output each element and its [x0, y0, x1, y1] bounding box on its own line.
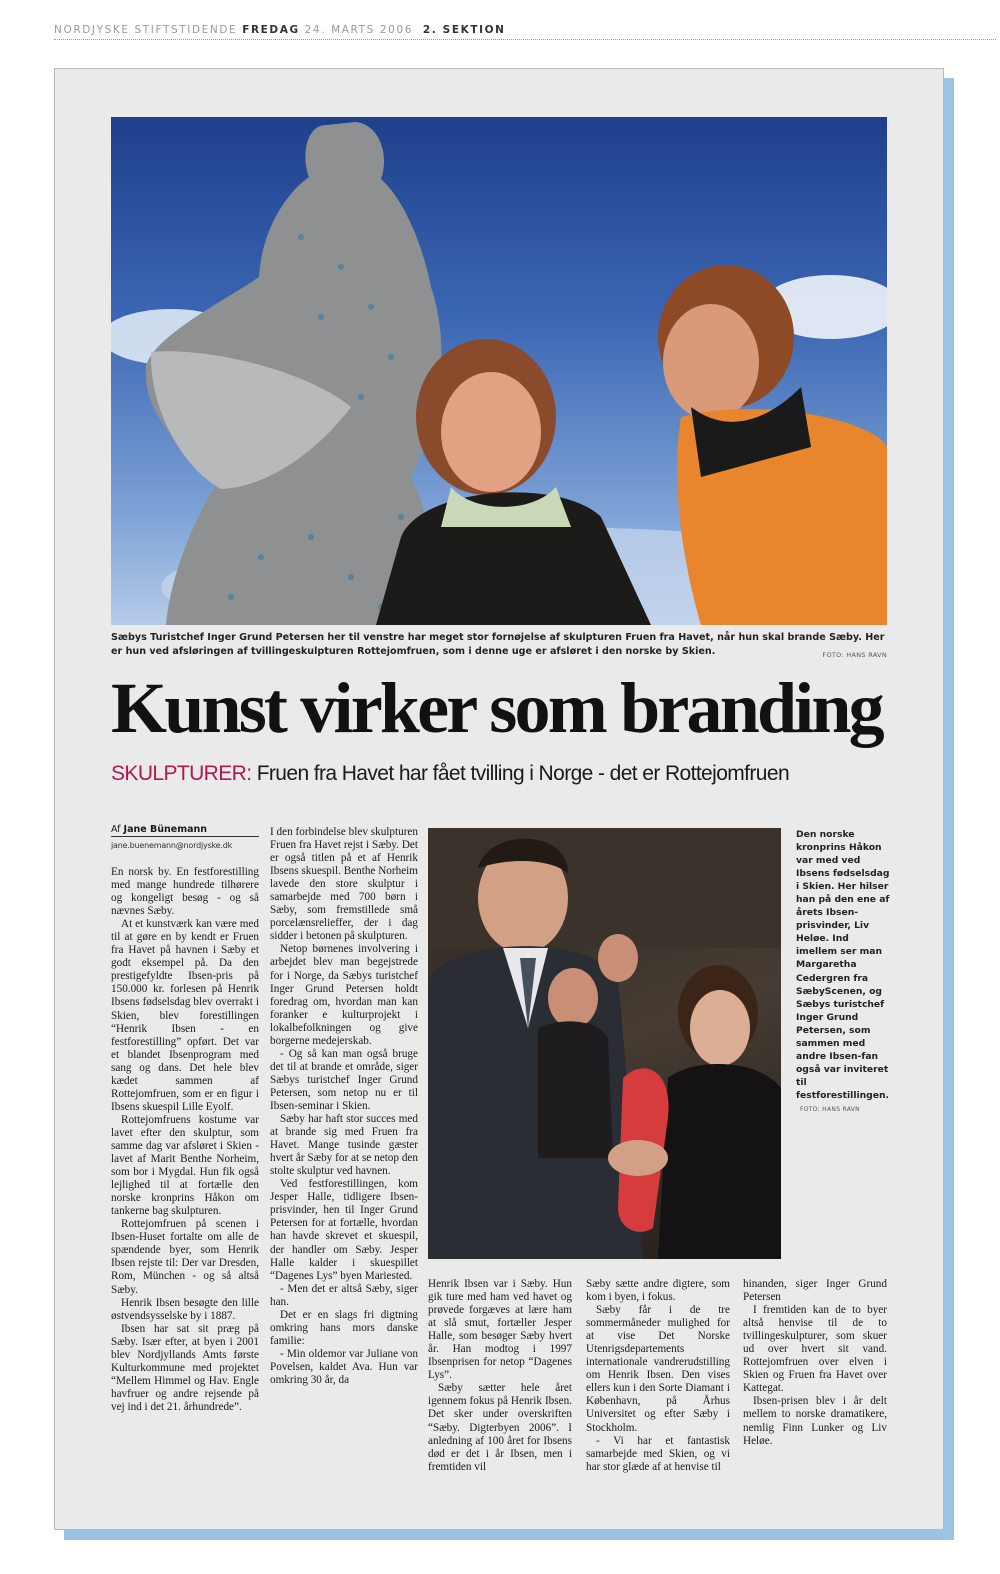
- photo-credit: FOTO: HANS RAVN: [822, 651, 887, 659]
- side-caption-text: Den norske kronprins Håkon var med ved Ibsens fødselsdag i Skien. Her hilser han på den ene af årets Ibsen-prisvinder, Liv Heløe. Ind imellem ser man Margaretha Cedergren fra SæbyScenen, og Sæbys turistchef Inger Grund Petersen, som sammen med andre Ibsen-fan også var inviteret til festforestillingen.: [796, 829, 890, 1101]
- paragraph: Sæby får i de tre sommermåneder mulighed for at vise Det Norske Utenrigsdepartements internationale vandrerudstilling om Henrik Ibsen. Den vises ellers kun i den Sorte Diamant i København, på Århus Universitet og efter Sæby i Stockholm.: [586, 1304, 730, 1434]
- subhead-kicker: SKULPTURER:: [111, 762, 252, 785]
- paragraph: Henrik Ibsen besøgte den lille østvendsysselske by i 1887.: [111, 1296, 259, 1322]
- photo-sculpture: [111, 117, 887, 625]
- paragraph: En norsk by. En festforestilling med mange hundrede tilhørere og kongeligt besøg - og så nævnes Sæby.: [111, 866, 259, 918]
- masthead-day: FREDAG: [242, 24, 300, 36]
- crown-prince-photo-illustration: [428, 828, 781, 1259]
- paragraph: Rottejomfruen på scenen i Ibsen-Huset fortalte om alle de spændende byer, som Henrik Ibsen rejste til: Der var Dresden, Rom, München - og så altså Sæby.: [111, 1218, 259, 1296]
- masthead-date: 24. MARTS 2006: [304, 24, 414, 36]
- paragraph: Det er en slags fri digtning omkring hans mors danske familie:: [270, 1308, 418, 1347]
- paragraph: I den forbindelse blev skulpturen Fruen fra Havet rejst i Sæby. Det er også titlen på et af Henrik Ibsens skuespil. Benthe Norheim lavede den store skulptur i samarbejde med 700 børn i Sæby, som fremstillede små porcelænsrelieffer, der i dag sidder i betonen på skulpturen.: [270, 826, 418, 943]
- photo-caption-side: [796, 828, 892, 1116]
- paragraph: - Men det er altså Sæby, siger han.: [270, 1282, 418, 1308]
- photo-crown-prince: [428, 828, 781, 1259]
- article-column-2: [270, 826, 418, 1488]
- headline: Kunst virker som branding: [111, 668, 882, 748]
- author-email[interactable]: jane.buenemann@nordjyske.dk: [111, 841, 232, 850]
- article-column-1: [111, 866, 259, 1488]
- subheadline: [111, 762, 901, 786]
- paragraph: Sæby har haft stor succes med at brande sig med Fruen fra Havet. Mange tusinde gæster hvert år Sæby for at se netop den stolte skulptur ved havnen.: [270, 1113, 418, 1178]
- paragraph: hinanden, siger Inger Grund Petersen: [743, 1278, 887, 1304]
- paragraph: - Min oldemor var Juliane von Povelsen, kaldet Ava. Hun var omkring 30 år, da: [270, 1347, 418, 1386]
- caption-text: Sæbys Turistchef Inger Grund Petersen her til venstre har meget stor fornøjelse af skulpturen Fruen fra Havet, når hun skal brande Sæby. Her er hun ved afsløringen af tvillingeskulpturen Rottejomfruen, som i denne uge er afsløret i den norske by Skien.: [111, 632, 885, 657]
- paragraph: Sæby sætte andre digtere, som kom i byen, i fokus.: [586, 1278, 730, 1304]
- byline: [111, 824, 259, 837]
- paragraph: - Vi har et fantastisk samarbejde med Skien, og vi har stor glæde af at henvise til: [586, 1434, 730, 1473]
- masthead-section: 2. SEKTION: [422, 24, 506, 36]
- article-column-5: [743, 1278, 887, 1488]
- paragraph: Ibsen har sat sit præg på Sæby. Især efter, at byen i 2001 blev Nordjyllands Amts første Kulturkommune med projektet “Mellem Himmel og Hav. Engle havfruer og andre rejsende på vej ind i det 21. århundrede”.: [111, 1322, 259, 1413]
- paragraph: Ved festforestillingen, kom Jesper Halle, tidligere Ibsen-prisvinder, hen til Inger Grund Petersen for at fortælle, hvordan han havde skrevet et skuespil, der handler om Sæby. Jesper Halle kalder i skuespillet “Dagenes Lys” byen Mariested.: [270, 1178, 418, 1282]
- paragraph: At et kunstværk kan være med til at gøre en by kendt er Fruen fra Havet på havnen i Sæby et godt eksempel på. Da den prestigefyldte Ibsen-pris på 150.000 kr. forlesen på Henrik Ibsens fødselsdag blev overrakt i Skien, blev forestillingen “Henrik Ibsen - en festforestilling” opført. Det var et blandet Ibsenprogram med sang og dans. Det hele blev kædet sammen af Rottejomfruen, som er en figur i Ibsens skuespil Lille Eyolf.: [111, 918, 259, 1113]
- article-column-3: [428, 1278, 572, 1488]
- subhead-text: Fruen fra Havet har fået tvilling i Norge - det er Rottejomfruen: [256, 762, 790, 785]
- sculpture-photo-illustration: [111, 117, 887, 625]
- side-photo-credit: FOTO: HANS RAVN: [800, 1105, 860, 1113]
- photo-caption-top: [111, 631, 887, 662]
- paragraph: Sæby sætter hele året igennem fokus på Henrik Ibsen. Det sker under overskriften “Sæby. Digterbyen 2006”. I anledning af 100 året for Ibsens død er det i år Ibsen, men i fremtiden vil: [428, 1382, 572, 1473]
- paragraph: - Og så kan man også bruge det til at brande et område, siger Sæbys turistchef Inger Grund Petersen, som netop nu er til Ibsen-seminar i Skien.: [270, 1047, 418, 1112]
- article-column-4: [586, 1278, 730, 1488]
- paragraph: Ibsen-prisen blev i år delt mellem to norske dramatikere, nemlig Finn Lunker og Liv Heløe.: [743, 1395, 887, 1447]
- paragraph: I fremtiden kan de to byer altså henvise til de to tvillingeskulpturer, som skuer ud over hvert sit vand. Rottejomfruen over elven i Skien og Fruen fra Havet over Kattegat.: [743, 1304, 887, 1395]
- paragraph: Rottejomfruens kostume var lavet efter den skulptur, som samme dag var afsløret i Skien - lavet af Marit Benthe Norheim, som bor i Mygdal. Hun fik også lejlighed til at fortælle den norske kronprins Håkon om tankerne bag skulpturen.: [111, 1113, 259, 1218]
- masthead: [54, 24, 996, 40]
- byline-prefix: Af: [111, 824, 121, 835]
- paragraph: Netop børnenes involvering i arbejdet blev man begejstrede for i Norge, da Sæbys turistchef Inger Grund Petersen holdt foredrag om, hvordan man kan foranker e kulturprojekt i lokalbefolkningen og give borgerne medejerskab.: [270, 943, 418, 1047]
- byline-author: Jane Bünemann: [123, 824, 208, 835]
- paragraph: Henrik Ibsen var i Sæby. Hun gik ture med ham ved havet og prøvede forgæves at lære ham at slå smut, fortæller Jesper Halle, som besøger Sæby hvert år. Han modtog i 1997 Ibsenprisen for netop “Dagenes Lys”.: [428, 1278, 572, 1382]
- masthead-paper: NORDJYSKE STIFTSTIDENDE: [54, 24, 238, 36]
